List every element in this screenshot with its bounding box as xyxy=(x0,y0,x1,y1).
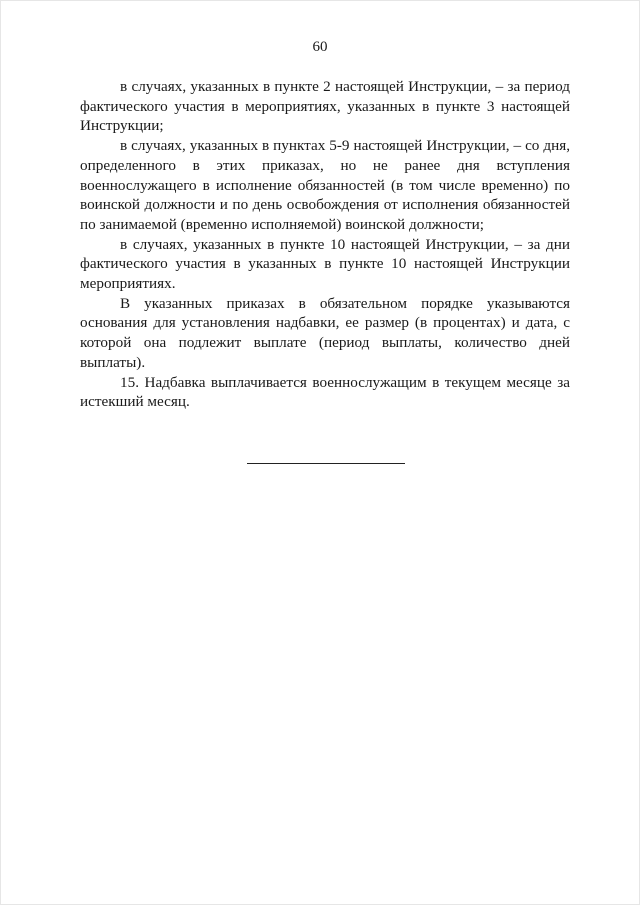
paragraph-clauses-5-9: в случаях, указанных в пунктах 5-9 настоящей Инструкции, – со дня, определенного в этих приказах, но не ранее дня вступления военнослужащего в исполнение обязанностей (в том числе временно) по воинской должности и по день освобождения от исполнения обязанностей по занимаемой (временно исполняемой) воинской должности; xyxy=(80,137,570,233)
end-of-text-divider xyxy=(247,463,405,464)
page-number: 60 xyxy=(312,39,328,55)
paragraph-orders-requirements: В указанных приказах в обязательном порядке указываются основания для установления надбавки, ее размер (в процентах) и дата, с которой она подлежит выплате (период выплаты, количество дней выплаты). xyxy=(80,294,570,371)
paragraph-clause-2: в случаях, указанных в пункте 2 настоящей Инструкции, – за период фактического участия в мероприятиях, указанных в пункте 3 настоящей Инструкции; xyxy=(80,78,570,135)
paragraph-item-15: 15. Надбавка выплачивается военнослужащим в текущем месяце за истекший месяц. xyxy=(80,373,570,411)
paragraph-clause-10: в случаях, указанных в пункте 10 настоящей Инструкции, – за дни фактического участия в указанных в пункте 10 настоящей Инструкции мероприятиях. xyxy=(80,235,570,293)
document-body xyxy=(80,77,570,412)
